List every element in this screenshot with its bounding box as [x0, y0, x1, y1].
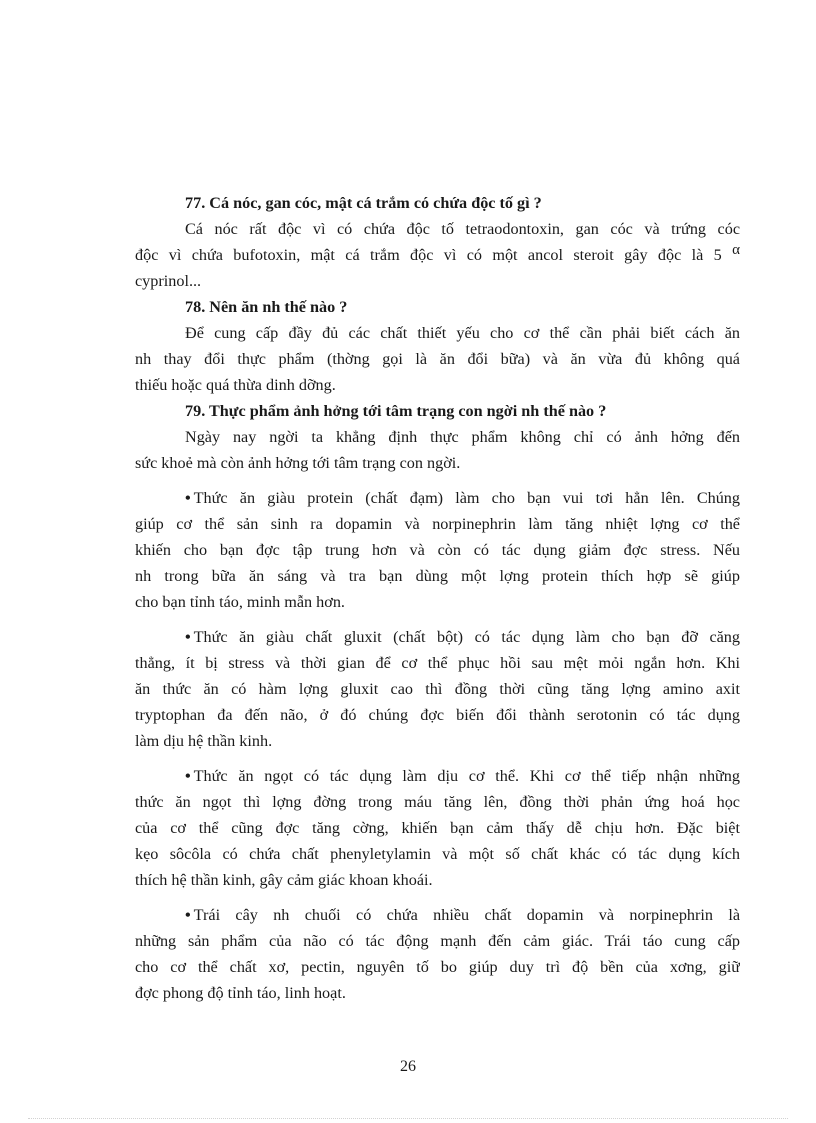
- paragraph-line: cho bạn tỉnh táo, minh mẫn hơn.: [135, 593, 345, 611]
- paragraph-line: đợc phong độ tỉnh táo, linh hoạt.: [135, 984, 346, 1002]
- bullet-paragraph: [135, 763, 740, 893]
- paragraph-line-text: Thức ăn giàu chất gluxit (chất bột) có tác dụng làm cho bạn đỡ căng: [193, 628, 740, 646]
- paragraph-line: của cơ thể cũng đợc tăng cờng, khiến bạn cảm thấy dễ chịu hơn. Đặc biệt: [135, 819, 740, 837]
- bullet-icon: •: [185, 906, 191, 924]
- alpha-symbol: α: [732, 242, 740, 258]
- paragraph-line: thẳng, ít bị stress và thời gian để cơ thể phục hồi sau mệt mỏi ngắn hơn. Khi: [135, 654, 740, 672]
- paragraph-line: làm dịu hệ thần kinh.: [135, 732, 273, 750]
- bullet-paragraph: [135, 624, 740, 754]
- paragraph-line: Cá nóc rất độc vì có chứa độc tố tetraodontoxin, gan cóc và trứng cóc: [185, 220, 740, 238]
- bullet-icon: •: [185, 767, 191, 785]
- paragraph-line-text: Trái cây nh chuối có chứa nhiều chất dopamin và norpinephrin là: [193, 906, 740, 924]
- paragraph-line: Để cung cấp đầy đủ các chất thiết yếu cho cơ thể cần phải biết cách ăn: [185, 324, 740, 342]
- paragraph-line: nh thay đổi thực phẩm (thờng gọi là ăn đổi bữa) và ăn vừa đủ không quá: [135, 350, 740, 368]
- paragraph-line: sức khoẻ mà còn ảnh hởng tới tâm trạng con ngời.: [135, 454, 461, 472]
- footer-divider: [28, 1118, 788, 1119]
- paragraph-line: [135, 763, 740, 789]
- paragraph-line-text: độc vì chứa bufotoxin, mật cá trắm độc vì có một ancol steroit gây độc là 5: [135, 246, 722, 264]
- bullet-icon: •: [185, 489, 191, 507]
- paragraph-line: [135, 485, 740, 511]
- paragraph-line: giúp cơ thể sản sinh ra dopamin và norpinephrin làm tăng nhiệt lợng cơ thể: [135, 515, 740, 533]
- paragraph-line: [135, 242, 740, 268]
- paragraph-line: thức ăn ngọt thì lợng đờng trong máu tăng lên, đồng thời phản ứng hoá học: [135, 793, 740, 811]
- section-heading-78: 78. Nên ăn nh thế nào ?: [185, 298, 348, 316]
- paragraph-line: khiến cho bạn đợc tập trung hơn và còn có tác dụng giảm đợc stress. Nếu: [135, 541, 740, 559]
- paragraph-line: Ngày nay ngời ta khẳng định thực phẩm không chỉ có ảnh hởng đến: [185, 428, 740, 446]
- paragraph-line: những sản phẩm của não có tác động mạnh đến cảm giác. Trái táo cung cấp: [135, 932, 740, 950]
- paragraph-line: thiếu hoặc quá thừa dinh dỡng.: [135, 376, 336, 394]
- paragraph-line-text: Thức ăn ngọt có tác dụng làm dịu cơ thể. Khi cơ thể tiếp nhận những: [193, 767, 740, 785]
- bullet-icon: •: [185, 628, 191, 646]
- bullet-paragraph: [135, 485, 740, 615]
- page-number: 26: [400, 1058, 416, 1075]
- paragraph-line: nh trong bữa ăn sáng và tra bạn dùng một lợng protein thích hợp sẽ giúp: [135, 567, 740, 585]
- paragraph-line: ăn thức ăn có hàm lợng gluxit cao thì đồng thời cũng tăng lợng amino axit: [135, 680, 740, 698]
- bullet-paragraph: [135, 902, 740, 1006]
- paragraph-line: thích hệ thần kinh, gây cảm giác khoan khoái.: [135, 871, 433, 889]
- paragraph-line: cyprinol...: [135, 272, 202, 290]
- paragraph-line: cho cơ thể chất xơ, pectin, nguyên tố bo giúp duy trì độ bền của xơng, giữ: [135, 958, 740, 976]
- section-heading-79: 79. Thực phẩm ảnh hởng tới tâm trạng con ngời nh thế nào ?: [185, 402, 607, 420]
- section-heading-77: 77. Cá nóc, gan cóc, mật cá trắm có chứa độc tố gì ?: [185, 194, 542, 212]
- paragraph-line: kẹo sôcôla có chứa chất phenyletylamin và một số chất khác có tác dụng kích: [135, 845, 740, 863]
- paragraph-line: tryptophan đa đến não, ở đó chúng đợc biến đổi thành serotonin có tác dụng: [135, 706, 740, 724]
- paragraph-line: [135, 624, 740, 650]
- paragraph-line-text: Thức ăn giàu protein (chất đạm) làm cho bạn vui tơi hẳn lên. Chúng: [193, 489, 740, 507]
- page-content: [135, 190, 740, 1006]
- paragraph-line: [135, 902, 740, 928]
